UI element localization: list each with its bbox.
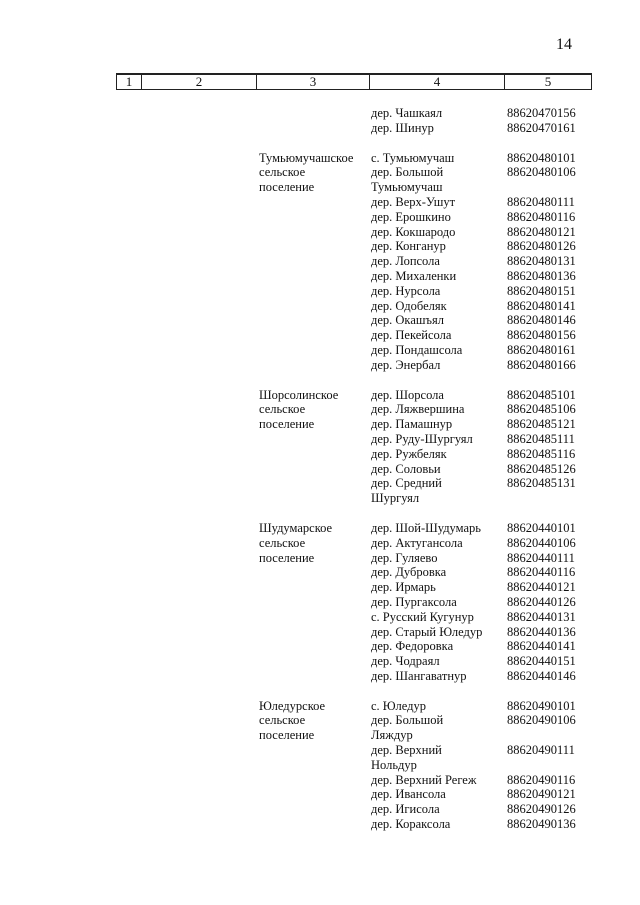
locality-name: дер. Пондашсола (371, 342, 463, 357)
settlement-group (116, 106, 586, 136)
table-row (116, 239, 586, 254)
settlement-group (116, 521, 586, 684)
locality-code: 88620480101 (507, 150, 576, 165)
locality-name: дер. Верхний Регеж (371, 772, 477, 787)
locality-code: 88620485106 (507, 402, 576, 417)
locality-name: дер. Энербал (371, 357, 441, 372)
locality-code: 88620485121 (507, 417, 576, 432)
settlement-name: Тумьюмучашское сельское поселение (259, 150, 354, 195)
locality-name: дер. Соловьи (371, 461, 441, 476)
table-row (116, 284, 586, 299)
settlement-name: Шудумарское сельское поселение (259, 520, 333, 565)
locality-code: 88620440121 (507, 580, 576, 595)
table-row (116, 313, 586, 328)
table-row (116, 595, 586, 610)
table-row (116, 654, 586, 669)
locality-name: дер. Кораксола (371, 817, 451, 832)
locality-code: 88620440146 (507, 668, 576, 683)
table-row (116, 713, 586, 743)
column-header-row (116, 73, 592, 90)
locality-name: дер. Нурсола (371, 283, 441, 298)
locality-code: 88620440126 (507, 594, 576, 609)
locality-name: дер. Верх-Ушут (371, 194, 456, 209)
table-row (116, 225, 586, 240)
locality-code: 88620470161 (507, 120, 576, 135)
locality-name: дер. Одобеляк (371, 298, 447, 313)
table-row (116, 254, 586, 269)
table-row (116, 802, 586, 817)
column-header-2: 2 (142, 74, 257, 90)
table-row (116, 743, 586, 773)
settlement-table (116, 106, 586, 847)
locality-name: дер. Ружбеляк (371, 446, 447, 461)
locality-name: дер. Руду-Шургуял (371, 431, 473, 446)
locality-name: дер. Средний Шургуял (371, 476, 442, 506)
table-row (116, 699, 586, 714)
table-row (116, 565, 586, 580)
settlement-name: Юледурское сельское поселение (259, 698, 326, 743)
locality-name: дер. Большой Тумьюмучаш (371, 165, 444, 195)
locality-code: 88620490126 (507, 802, 576, 817)
locality-code: 88620485101 (507, 387, 576, 402)
column-header-4: 4 (370, 74, 505, 90)
table-row (116, 299, 586, 314)
table-row (116, 210, 586, 225)
settlement-group (116, 699, 586, 832)
locality-code: 88620480121 (507, 224, 576, 239)
locality-name: дер. Ляжвершина (371, 402, 465, 417)
table-row (116, 817, 586, 832)
locality-code: 88620480141 (507, 298, 576, 313)
locality-code: 88620480136 (507, 268, 576, 283)
locality-code: 88620440111 (507, 550, 575, 565)
locality-name: с. Юледур (371, 698, 426, 713)
locality-code: 88620485116 (507, 446, 576, 461)
locality-name: дер. Лопсола (371, 254, 440, 269)
locality-code: 88620480116 (507, 209, 576, 224)
locality-code: 88620490121 (507, 787, 576, 802)
locality-code: 88620485131 (507, 476, 576, 491)
locality-name: дер. Федоровка (371, 639, 454, 654)
locality-code: 88620480131 (507, 254, 576, 269)
table-row (116, 610, 586, 625)
locality-code: 88620440136 (507, 624, 576, 639)
table-row (116, 195, 586, 210)
table-row (116, 521, 586, 536)
table-row (116, 343, 586, 358)
table-row (116, 536, 586, 551)
locality-name: дер. Памашнур (371, 417, 453, 432)
locality-name: дер. Ерошкино (371, 209, 451, 224)
locality-name: дер. Гуляево (371, 550, 438, 565)
table-row (116, 402, 586, 417)
locality-code: 88620480151 (507, 283, 576, 298)
table-row (116, 625, 586, 640)
locality-code: 88620485111 (507, 431, 575, 446)
table-row (116, 476, 586, 506)
table-row (116, 639, 586, 654)
locality-code: 88620490111 (507, 743, 575, 758)
table-row (116, 165, 586, 195)
locality-code: 88620440131 (507, 609, 576, 624)
locality-name: дер. Пекейсола (371, 328, 452, 343)
locality-name: дер. Окашъял (371, 313, 444, 328)
table-row (116, 417, 586, 432)
locality-name: дер. Дубровка (371, 565, 447, 580)
locality-code: 88620490136 (507, 817, 576, 832)
locality-code: 88620490116 (507, 772, 576, 787)
locality-name: с. Русский Кугунур (371, 609, 474, 624)
locality-code: 88620480166 (507, 357, 576, 372)
column-header-5: 5 (505, 74, 592, 90)
locality-code: 88620440116 (507, 565, 576, 580)
locality-name: дер. Шангаватнур (371, 668, 467, 683)
locality-code: 88620485126 (507, 461, 576, 476)
locality-name: с. Тумьюмучаш (371, 150, 455, 165)
locality-name: дер. Ирмарь (371, 580, 436, 595)
locality-name: дер. Игисола (371, 802, 440, 817)
locality-code: 88620480111 (507, 194, 575, 209)
locality-name: дер. Шой-Шудумарь (371, 520, 481, 535)
table-row (116, 787, 586, 802)
table-row (116, 669, 586, 684)
locality-name: дер. Чодраял (371, 654, 440, 669)
locality-code: 88620490101 (507, 698, 576, 713)
locality-code: 88620480146 (507, 313, 576, 328)
table-row (116, 106, 586, 121)
locality-code: 88620480156 (507, 328, 576, 343)
locality-code: 88620440106 (507, 535, 576, 550)
table-row (116, 121, 586, 136)
table-row (116, 580, 586, 595)
table-row (116, 358, 586, 373)
settlement-group (116, 151, 586, 373)
table-row (116, 447, 586, 462)
locality-name: дер. Шорсола (371, 387, 444, 402)
column-header-1: 1 (117, 74, 142, 90)
table-row (116, 388, 586, 403)
locality-name: дер. Ивансола (371, 787, 446, 802)
table-row (116, 773, 586, 788)
locality-code: 88620480126 (507, 239, 576, 254)
table-row (116, 328, 586, 343)
locality-code: 88620490106 (507, 713, 576, 728)
locality-name: дер. Большой Ляждур (371, 713, 444, 743)
locality-code: 88620440101 (507, 520, 576, 535)
locality-name: дер. Михаленки (371, 268, 457, 283)
table-row (116, 151, 586, 166)
column-header-3: 3 (257, 74, 370, 90)
locality-name: дер. Верхний Нольдур (371, 743, 442, 772)
locality-name: дер. Конганур (371, 239, 446, 254)
locality-name: дер. Кокшародо (371, 224, 456, 239)
locality-code: 88620440141 (507, 639, 576, 654)
locality-name: дер. Актугансола (371, 535, 463, 550)
settlement-group (116, 388, 586, 506)
locality-code: 88620480161 (507, 342, 576, 357)
table-row (116, 269, 586, 284)
locality-name: дер. Пургаксола (371, 594, 457, 609)
locality-code: 88620470156 (507, 106, 576, 120)
page-number: 14 (556, 36, 572, 53)
locality-name: дер. Старый Юледур (371, 624, 483, 639)
settlement-name: Шорсолинское сельское поселение (259, 387, 339, 432)
locality-name: дер. Шинур (371, 120, 434, 135)
locality-name: дер. Чашкаял (371, 106, 443, 120)
table-row (116, 462, 586, 477)
table-row (116, 432, 586, 447)
table-row (116, 551, 586, 566)
locality-code: 88620440151 (507, 654, 576, 669)
locality-code: 88620480106 (507, 165, 576, 180)
